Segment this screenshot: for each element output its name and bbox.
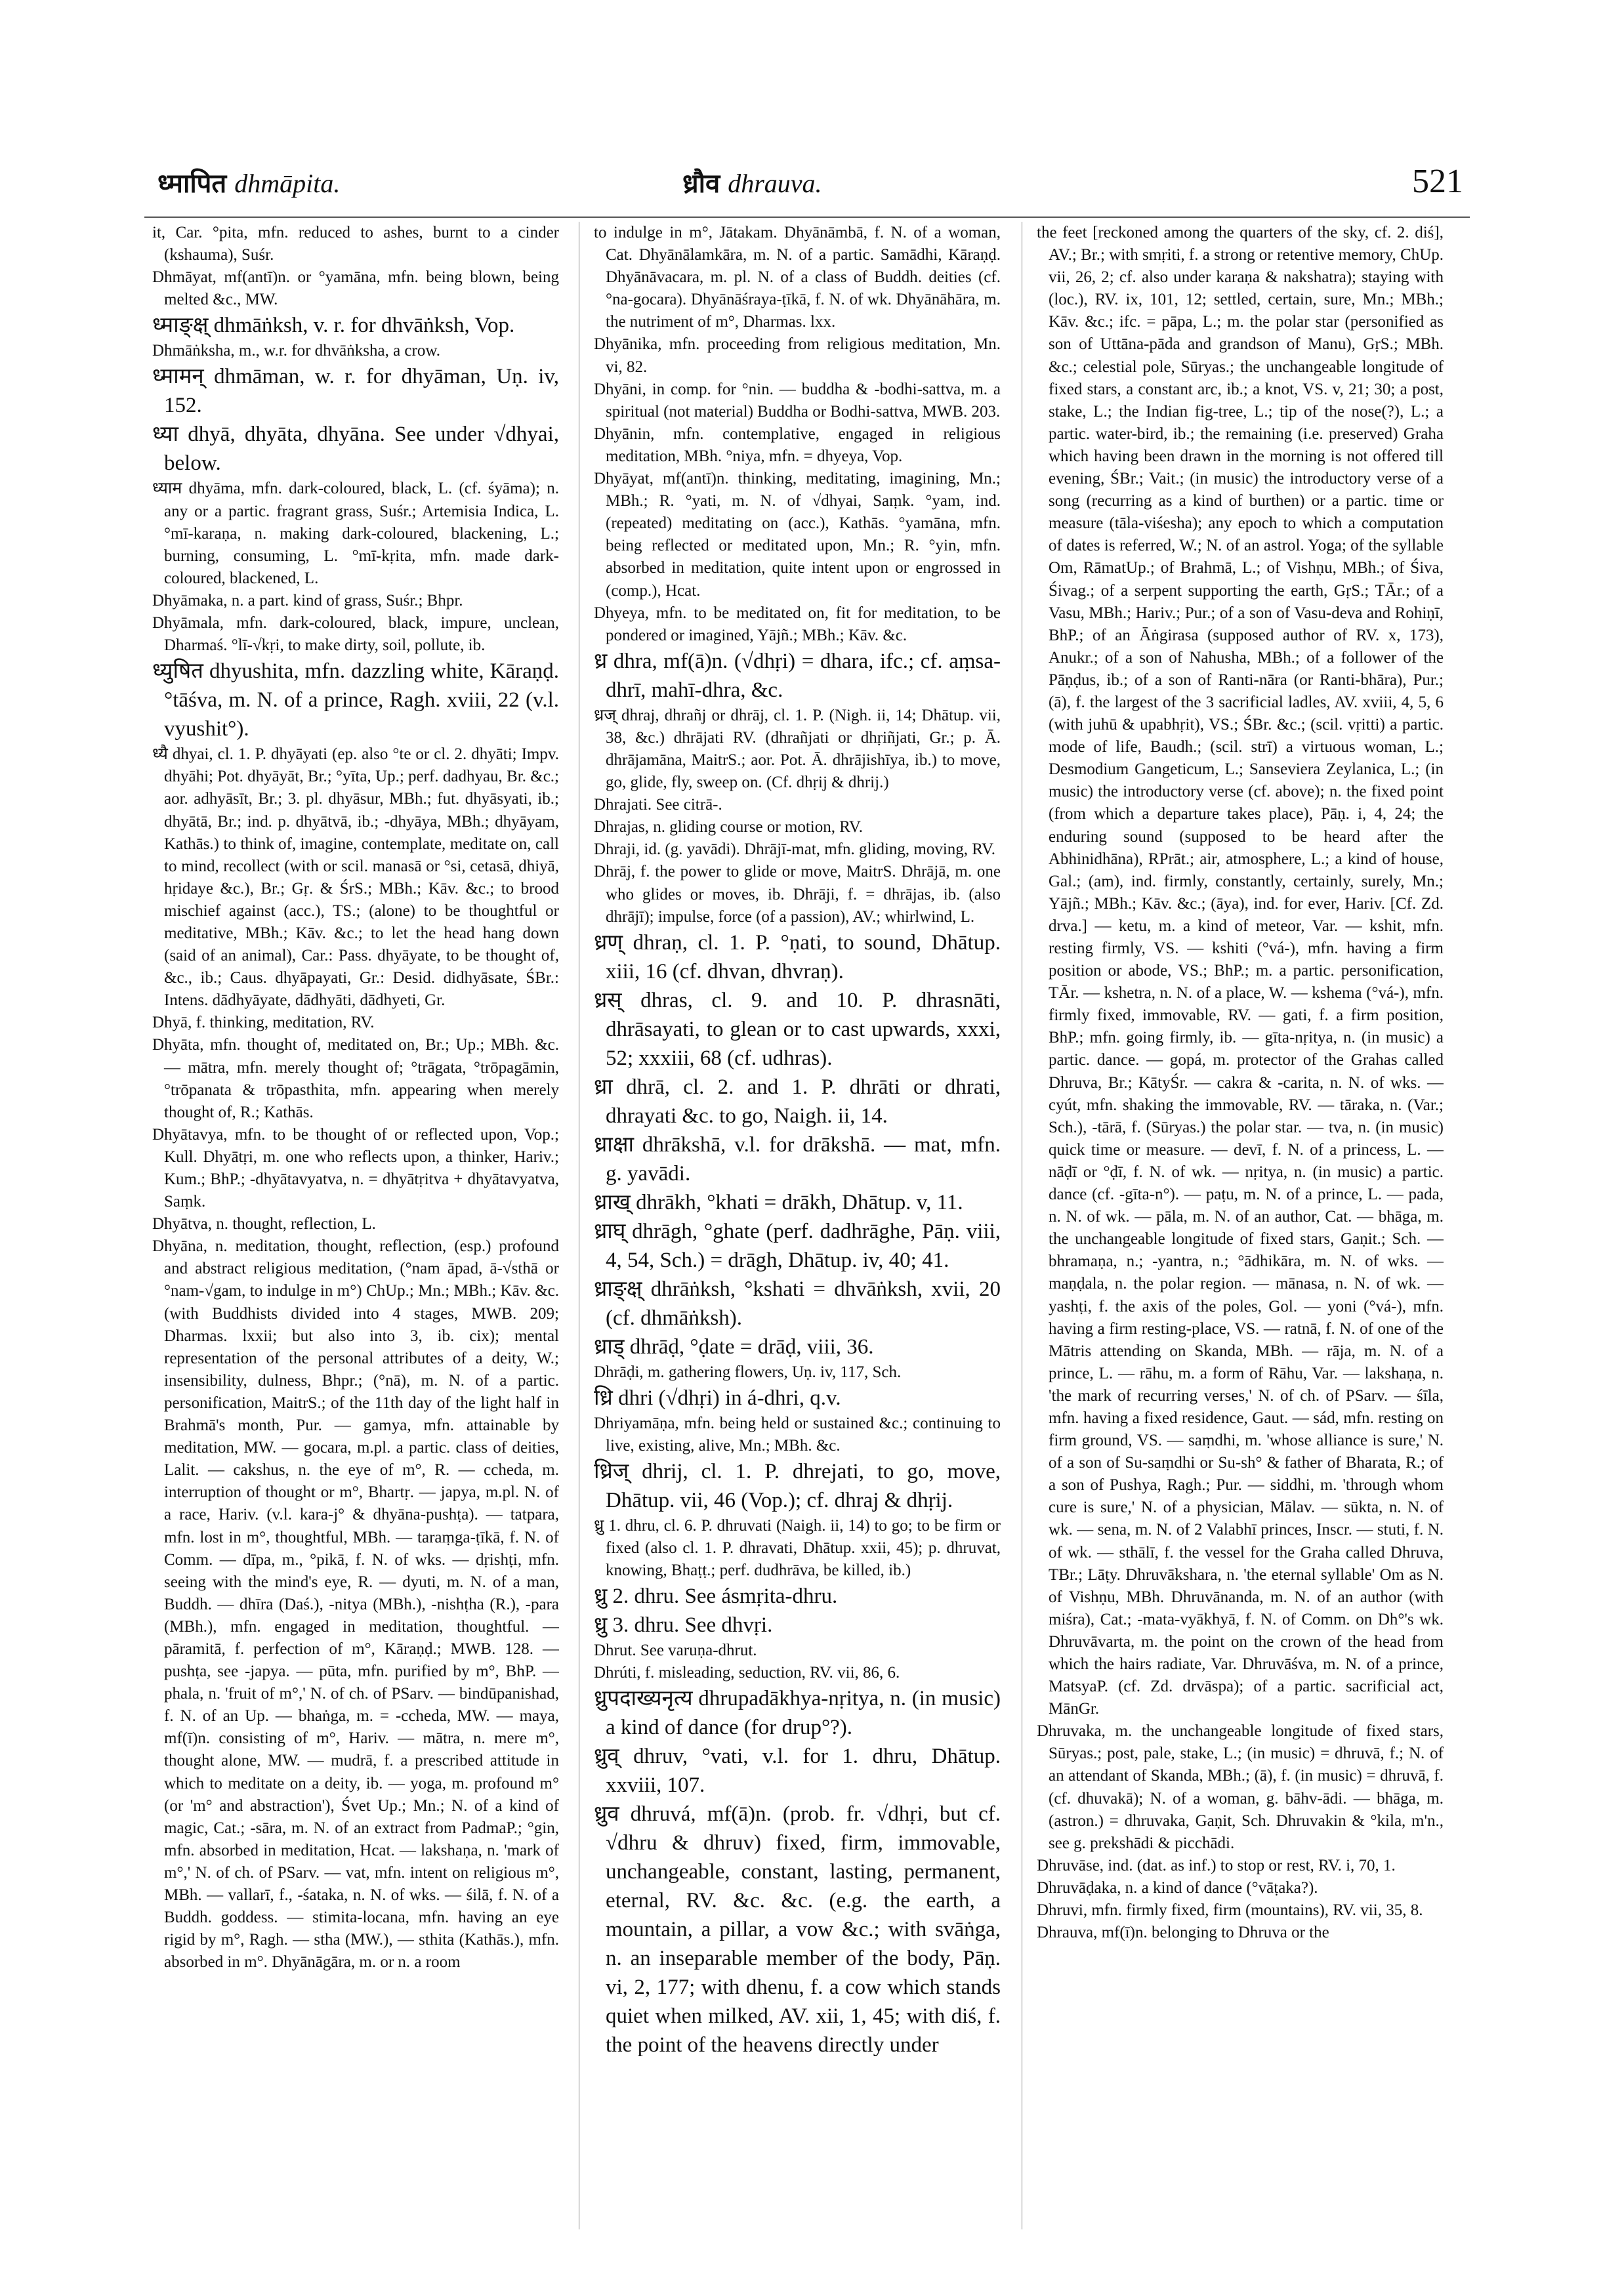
dictionary-entry: Dhrut. See varuṇa-dhrut. — [594, 1642, 757, 1660]
dictionary-entry: ध्रु 1. dhru, cl. 6. P. dhruvati (Naigh. ii, 14) to go; to be firm or fixed (also cl. 1. P. dhravati, Dhātup. xxii, 45); p. dhruvat, knowing, Bhaṭṭ.; perf. dudhrāva, be killed, ib.) — [594, 1517, 1001, 1580]
dictionary-entry: ध्मामन् dhmāman, w. r. for dhyāman, Uṇ. iv, 152. — [152, 365, 559, 418]
running-head-center-translit: dhrauva. — [728, 169, 822, 198]
dictionary-entry: Dhruvi, mfn. firmly fixed, firm (mountains), RV. vii, 35, 8. — [1037, 1901, 1423, 1920]
dictionary-entry: ध्रिज् dhrij, cl. 1. P. dhrejati, to go, move, Dhātup. vii, 46 (Vop.); cf. dhraj & dhṛij. — [594, 1460, 1001, 1512]
dictionary-entry: Dhyāni, in comp. for °nin. — buddha & -bodhi-sattva, m. a spiritual (not material) Buddha or Bodhi-sattva, MWB. 203. — [594, 380, 1001, 421]
dictionary-entry: ध्रुव dhruvá, mf(ā)n. (prob. fr. √dhṛi, but cf. √dhru & dhruv) fixed, firm, immovable, unchangeable, constant, lasting, permanent, eternal, RV. &c. &c. (e.g. the earth, a mountain, a pillar, a vow &c.; with svāṅga, n. an inseparable member of the body, Pāṇ. vi, 2, 177; with dhenu, f. a cow which stands quiet when milked, AV. xii, 1, 45; with diś, f. the point of the heavens directly under — [594, 1802, 1001, 2057]
column-1 — [152, 222, 559, 2229]
running-head-left-translit: dhmāpita. — [234, 169, 341, 198]
dictionary-entry: ध्याम dhyāma, mfn. dark-coloured, black, L. (cf. śyāma); n. any or a partic. fragrant grass, Suśr.; Artemisia Indica, L. °mī-karaṇa, n. making dark-coloured, blackening, L.; burning, consuming, L. °mī-kṛita, mfn. made dark-coloured, blackened, L. — [152, 480, 559, 587]
dictionary-entry: Dhyāna, n. meditation, thought, reflection, (esp.) profound and abstract religious meditation, (°nam āpad, ā-√sthā or °nam-√gam, to indulge in m°) ChUp.; Mn.; MBh.; Kāv. &c. (with Buddhists divided into 4 stages, MWB. 209; Dharmas. lxxii; but also into 3, ib. cix); mental representation of the personal attributes of a deity, W.; insensibility, dulness, Bhpr.; (°nā), m. N. of a partic. personification, MaitrS.; of the 11th day of the light half in Brahmā's month, Pur. — gamya, mfn. attainable by meditation, MW. — gocara, m.pl. a partic. class of deities, Lalit. — cakshus, n. the eye of m°, R. — ccheda, m. interruption of thought or m°, Bhartṛ. — japya, m.pl. N. of a race, Hariv. (v.l. kara-j° & dhyāna-pushṭa). — tatpara, mfn. lost in m°, thoughtful, MBh. — taraṃga-ṭīkā, f. N. of Comm. — dīpa, m., °pikā, f. N. of wks. — dṛishṭi, mfn. seeing with the mind's eye, R. — dyuti, m. N. of a man, Buddh. — dhīra (Daś.), -nitya (MBh.), -nishṭha (R.), -para (MBh.), mfn. engaged in meditation, thoughtful. — pāramitā, f. perfection of m°, Kāraṇḍ.; MWB. 128. — pushṭa, see -japya. — pūta, mfn. purified by m°, BhP. — phala, n. 'fruit of m°,' N. of ch. of PSarv. — bindūpanishad, f. N. of an Up. — bhaṅga, m. = -ccheda, MW. — maya, mf(ī)n. consisting of m°, Hariv. — mātra, n. mere m°, thought alone, MW. — mudrā, f. a prescribed attitude in which to meditate on a deity, ib. — yoga, m. profound m° (or 'm° and abstraction'), Śvet Up.; Mn.; N. of a kind of magic, Cat.; -sāra, m. N. of an extract from PadmaP.; °gin, mfn. absorbed in meditation, Hcat. — lakshaṇa, n. 'mark of m°,' N. of ch. of PSarv. — vat, mfn. intent on religious m°, MBh. — vallarī, f., -śataka, n. N. of wks. — śilā, f. N. of a Buddh. goddess. — stimita-locana, mfn. having an eye rigid by m°, Ragh. — stha (MW.), — sthita (Kathās.), mfn. absorbed in m°. Dhyānāgāra, m. or n. a room — [152, 1237, 559, 1972]
dictionary-entry: ध्राख् dhrākh, °khati = drākh, Dhātup. v, 11. — [594, 1190, 963, 1214]
dictionary-entry: ध्रा dhrā, cl. 2. and 1. P. dhrāti or dhrati, dhrayati &c. to go, Naigh. ii, 14. — [594, 1075, 1001, 1128]
dictionary-entry: Dhrajas, n. gliding course or motion, RV. — [594, 818, 863, 837]
dictionary-entry: ध्राड् dhrāḍ, °ḍate = drāḍ, viii, 36. — [594, 1334, 874, 1359]
dictionary-entry: ध्राघ् dhrāgh, °ghate (perf. dadhrāghe, Pāṇ. viii, 4, 54, Sch.) = drāgh, Dhātup. iv, 40; 41. — [594, 1219, 1001, 1272]
dictionary-entry: ध्रुपदाख्यनृत्य dhrupadākhya-nṛitya, n. (in music) a kind of dance (for drup°?). — [594, 1687, 1001, 1740]
running-head-left-devanagari: ध्मापित — [157, 169, 227, 199]
dictionary-entry: Dhmāyat, mf(antī)n. or °yamāna, mfn. being blown, being melted &c., MW. — [152, 268, 559, 309]
dictionary-entry: Dhrajati. See citrā-. — [594, 796, 722, 814]
running-head-center — [682, 167, 822, 200]
dictionary-entry: Dhrāj, f. the power to glide or move, MaitrS. Dhrājā, m. one who glides or moves, ib. Dhrāji, f. = dhrājas, ib. (also dhrājī); impulse, force (of a passion), AV.; whirlwind, L. — [594, 863, 1001, 926]
dictionary-entry: Dhruvāḍaka, n. a kind of dance (°vāṭaka?). — [1037, 1878, 1318, 1897]
dictionary-entry: Dhmāṅksha, m., w.r. for dhvāṅksha, a crow. — [152, 342, 441, 360]
dictionary-entry: ध्रु 2. dhru. See ásmṛita-dhru. — [594, 1584, 838, 1609]
dictionary-entry: Dhruvaka, m. the unchangeable longitude of fixed stars, Sūryas.; post, pale, stake, L.; (in music) = dhruvā, f.; N. of an attendant of Skanda, MBh.; (ā), f. (in music) = dhruvā, f. (cf. dhuvakā); N. of a woman, g. bāhv-ādi. — bhāga, m. (astron.) = dhruvaka, Gaṇit, Sch. Dhruvakin & °kila, m'n., see g. prekshādi & picchādi. — [1037, 1722, 1444, 1852]
dictionary-entry: Dhyātavya, mfn. to be thought of or reflected upon, Vop.; Kull. Dhyātṛi, m. one who reflects upon, a thinker, Hariv.; Kum.; BhP.; -dhyātavyatva, n. = dhyātṛitva + dhyātavyatva, Saṃk. — [152, 1125, 559, 1211]
dictionary-entry: Dhrauva, mf(ī)n. belonging to Dhruva or the — [1037, 1924, 1329, 1942]
dictionary-entry: Dhyāta, mfn. thought of, meditated on, Br.; Up.; MBh. &c. — mātra, mfn. merely thought of; °trāgata, °trōpagāmin, °trōpanata & trōpasthita, mfn. appearing when merely thought of, R.; Kathās. — [152, 1036, 559, 1121]
dictionary-entry: Dhyānin, mfn. contemplative, engaged in religious meditation, MBh. °niya, mfn. = dhyeya, Vop. — [594, 424, 1001, 465]
page-header — [157, 163, 1463, 213]
dictionary-entry: Dhrāḍi, m. gathering flowers, Uṇ. iv, 117, Sch. — [594, 1363, 902, 1381]
dictionary-entry: Dhyānika, mfn. proceeding from religious meditation, Mn. vi, 82. — [594, 335, 1001, 376]
dictionary-entry: the feet [reckoned among the quarters of the sky, cf. 2. diś], AV.; Br.; with smṛiti, f. a strong or retentive memory, ChUp. vii, 26, 2; cf. also under karaṇa & nakshatra); staying with (loc.), RV. ix, 101, 12; settled, certain, sure, Mn.; MBh.; Kāv. &c.; ifc. = pāpa, L.; m. the polar star (personified as son of Uttāna-pāda and grandson of Manu), GṛS.; MBh. &c.; celestial pole, Sūryas.; the unchangeable longitude of fixed stars, a constant arc, ib.; a knot, VS. v, 21; 30; a post, stake, L.; the Indian fig-tree, L.; tip of the nose(?), L.; a partic. water-bird, ib.; the remaining (i.e. preserved) Graha which having been drawn in the morning is not offered till evening, ŚBr.; Vait.; (in music) the introductory verse of a song (recurring as a kind of burthen) or a partic. time or measure (tāla-viśesha); any epoch to which a computation of dates is referred, W.; N. of an astrol. Yoga; of the syllable Om, RāmatUp.; of Brahmā, L.; of Vishṇu, MBh.; of Śiva, Śivag.; of a serpent supporting the earth, GṛS.; TĀr.; of a Vasu, MBh.; Hariv.; Pur.; of a son of Vasu-deva and Rohiṇī, BhP.; of an Āṅgirasa (supposed author of RV. x, 173), Anukr.; of a son of Nahusha, MBh.; of a follower of the Pāṇḍus, ib.; of a son of Ranti-nāra (or Ranti-bhāra), Pur.; (ā), f. the largest of the 3 sacrificial ladles, AV. xviii, 4, 5, 6 (with juhū & upabhṛit), VS.; ŚBr. &c.; (scil. vṛitti) a partic. mode of life, Baudh.; (scil. strī) a virtuous woman, L.; Desmodium Gangeticum, L.; Sanseviera Zeylanica, L.; (in music) the introductory verse (cf. above); n. the fixed point (from which a departure takes place), Pāṇ. i, 4, 24; the enduring sound (supposed to be heard after the Abhinidhāna), RPrāt.; air, atmosphere, L.; a kind of house, Gal.; (am), ind. firmly, constantly, certainly, surely, Mn.; Yājñ.; MBh.; Kāv. &c.; (āya), ind. for ever, Hariv. [Cf. Zd. drva.] — ketu, m. a kind of meteor, Var. — kshit, mfn. resting firmly, VS. — kshiti (°vá-), mfn. having a firm position or abode, VS.; BhP.; m. a partic. personification, TĀr. — kshetra, n. N. of a place, W. — kshema (°vá-), mfn. firmly fixed, immovable, RV. — gati, f. a firm position, BhP.; mfn. going firmly, ib. — gīta-nṛitya, n. (in music) a partic. dance. — gopá, m. protector of the Grahas called Dhruva, Br.; KātyŚr. — cakra & -carita, n. N. of wks. — cyút, mfn. shaking the immovable, RV. — tāraka, n. (Var.; Sch.), -tārā, f. (Sūryas.) the polar star. — tva, n. (in music) quick time or measure. — devī, f. N. of a princess, L. — nāḍī or °ḍī, f. N. of wk. — nṛitya, n. (in music) a partic. dance (cf. -gīta-n°). — paṭu, m. N. of a prince, L. — pada, n. N. of wk. — pāla, m. N. of an author, Cat. — bhāga, m. the unchangeable longitude of fixed stars, Gaṇit.; Sch. — bhramaṇa, n.; -yantra, n.; °ādhikāra, m. N. of wks. — maṇḍala, n. the polar region. — mānasa, n. N. of wk. — yashṭi, f. the axis of the poles, Gol. — yoni (°vá-), mfn. having a firm resting-place, VS. — ratnā, f. N. of one of the Mātris attending on Skanda, MBh. — rāja, m. N. of a prince, L. — rāhu, m. a form of Rāhu, Var. — lakshaṇa, n. 'the mark of recurring verses,' N. of ch. of PSarv. — śīla, mfn. having a fixed residence, Gaut. — sád, mfn. resting on firm ground, VS. — saṃdhi, m. 'whose alliance is sure,' N. of a son of Su-saṃdhi or Su-sh° & father of Bharata, R.; of a son of Pushya, Ragh.; Pur. — siddhi, m. 'through whom cure is sure,' N. of a physician, Mālav. — sūkta, n. N. of wk. — sena, m. N. of 2 Valabhī princes, Inscr. — stuti, f. N. of wk. — sthālī, f. the vessel for the Graha called Dhruva, TBr.; Lāṭy. Dhruvākshara, n. 'the eternal syllable' Om as N. of Vishṇu, MBh. Dhruvānanda, m. N. of an author (with miśra), Cat.; -mata-vyākhyā, f. N. of Comm. on Dh°'s wk. Dhruvāvarta, m. the point on the crown of the head from which the hairs radiate, Var. Dhruvāśva, m. N. of a prince, MatsyaP. (cf. Zd. drvāspa); of a partic. sacrificial act, MānGr. — [1037, 224, 1444, 1718]
dictionary-entry: Dhrúti, f. misleading, seduction, RV. vii, 86, 6. — [594, 1664, 900, 1682]
dictionary-entry: Dhriyamāṇa, mfn. being held or sustained &c.; continuing to live, existing, alive, Mn.; MBh. &c. — [594, 1414, 1001, 1455]
dictionary-entry: ध्रुव् dhruv, °vati, v.l. for 1. dhru, Dhātup. xxviii, 107. — [594, 1745, 1001, 1798]
dictionary-entry: Dhruvāse, ind. (dat. as inf.) to stop or rest, RV. i, 70, 1. — [1037, 1856, 1396, 1874]
dictionary-entry: it, Car. °pita, mfn. reduced to ashes, burnt to a cinder (kshauma), Suśr. — [152, 224, 559, 264]
dictionary-entry: ध्रि dhri (√dhṛi) in á-dhri, q.v. — [594, 1386, 841, 1410]
page-number: 521 — [1412, 163, 1463, 200]
dictionary-entry: ध्युषित dhyushita, mfn. dazzling white, Kāraṇḍ. °tāśva, m. N. of a prince, Ragh. xviii, 22 (v.l. vyushit°). — [152, 659, 559, 741]
dictionary-entry: Dhyeya, mfn. to be meditated on, fit for meditation, to be pondered or imagined, Yājñ.; MBh.; Kāv. &c. — [594, 604, 1001, 644]
dictionary-entry: Dhyātva, n. thought, reflection, L. — [152, 1215, 376, 1233]
dictionary-entry: Dhyāmala, mfn. dark-coloured, black, impure, unclean, Dharmaś. °lī-√kṛi, to make dirty, soil, pollute, ib. — [152, 614, 559, 655]
dictionary-entry: Dhyā, f. thinking, meditation, RV. — [152, 1014, 375, 1032]
dictionary-entry: ध्रण् dhraṇ, cl. 1. P. °ṇati, to sound, Dhātup. xiii, 16 (cf. dhvan, dhvraṇ). — [594, 930, 1001, 983]
dictionary-entry: ध्राङ्क्ष् dhrāṅksh, °kshati = dhvāṅksh, xvii, 20 (cf. dhmāṅksh). — [594, 1277, 1001, 1330]
dictionary-entry: ध्रस् dhras, cl. 9. and 10. P. dhrasnāti, dhrāsayati, to glean or to cast upwards, xxxi, 52; xxxiii, 68 (cf. udhras). — [594, 988, 1001, 1070]
running-head-center-devanagari: ध्रौव — [682, 169, 720, 199]
column-3 — [1037, 222, 1444, 2229]
dictionary-entry: ध्यै dhyai, cl. 1. P. dhyāyati (ep. also °te or cl. 2. dhyāti; Impv. dhyāhi; Pot. dhyāyāt, Br.; °yīta, Up.; perf. dadhyau, Br. &c.; aor. adhyāsīt, Br.; 3. pl. dhyāsur, MBh.; fut. dhyāsyati, ib.; dhyātā, Br.; ind. p. dhyātvā, ib.; -dhyāya, MBh.; dhyāyam, Kathās.) to think of, imagine, contemplate, meditate on, call to mind, recollect (with or scil. manasā or °si, cetasā, dhiyā, hṛidaye &c.), Br.; Gṛ. & ŚrS.; MBh.; Kāv. &c.; to brood mischief against (acc.), TS.; (alone) to be thoughtful or meditative, MBh.; Kāv. &c.; to let the head hang down (said of an animal), Car.: Pass. dhyāyate, to be thought of, &c., ib.; Caus. dhyāpayati, Gr.: Desid. didhyāsate, ŚBr.: Intens. dādhyāyate, dādhyāti, dādhyeti, Gr. — [152, 745, 559, 1010]
header-rule — [144, 217, 1470, 218]
dictionary-entry: to indulge in m°, Jātakam. Dhyānāmbā, f. N. of a woman, Cat. Dhyānālamkāra, m. N. of a partic. Samādhi, Kāraṇḍ. Dhyānāvacara, m. pl. N. of a class of Buddh. deities (cf. °na-gocara). Dhyānāśraya-ṭīkā, f. N. of wk. Dhyānāhāra, m. the nutriment of m°, Dharmas. lxx. — [594, 224, 1001, 331]
dictionary-entry: ध्राक्षा dhrākshā, v.l. for drākshā. — mat, mfn. g. yavādi. — [594, 1132, 1001, 1186]
column-2 — [594, 222, 1001, 2229]
dictionary-entry: Dhyāyat, mf(antī)n. thinking, meditating, imagining, Mn.; MBh.; R. °yati, m. N. of √dhyai, Saṃk. °yam, ind. (repeated) meditating on (acc.), Kathās. °yamāna, mfn. being reflected or meditated upon, Mn.; R. °yin, mfn. absorbed in meditation, quite intent upon or engrossed in (comp.), Hcat. — [594, 470, 1001, 600]
dictionary-entry: ध्रज् dhraj, dhrañj or dhrāj, cl. 1. P. (Nigh. ii, 14; Dhātup. vii, 38, &c.) dhrājati RV. (dhrañjati or dhṛiñjati, Gr.; p. Ā. dhrājamāna, MaitrS.; aor. Pot. Ā. dhrājishīya, ib.) to move, go, glide, fly, sweep on. (Cf. dhṛij & dhrij.) — [594, 706, 1001, 792]
dictionary-entry: ध्या dhyā, dhyāta, dhyāna. See under √dhyai, below. — [152, 423, 559, 476]
running-head-left — [157, 167, 340, 200]
dictionary-entry: ध्रु 3. dhru. See dhvṛi. — [594, 1613, 773, 1638]
dictionary-entry: ध्माङ्क्ष् dhmāṅksh, v. r. for dhvāṅksh, Vop. — [152, 314, 515, 338]
dictionary-entry: Dhyāmaka, n. a part. kind of grass, Suśr.; Bhpr. — [152, 591, 463, 610]
dictionary-entry: ध्र dhra, mf(ā)n. (√dhṛi) = dhara, ifc.; cf. aṃsa-dhrī, mahī-dhra, &c. — [594, 649, 1001, 702]
dictionary-entry: Dhraji, id. (g. yavādi). Dhrājī-mat, mfn. gliding, moving, RV. — [594, 840, 996, 859]
